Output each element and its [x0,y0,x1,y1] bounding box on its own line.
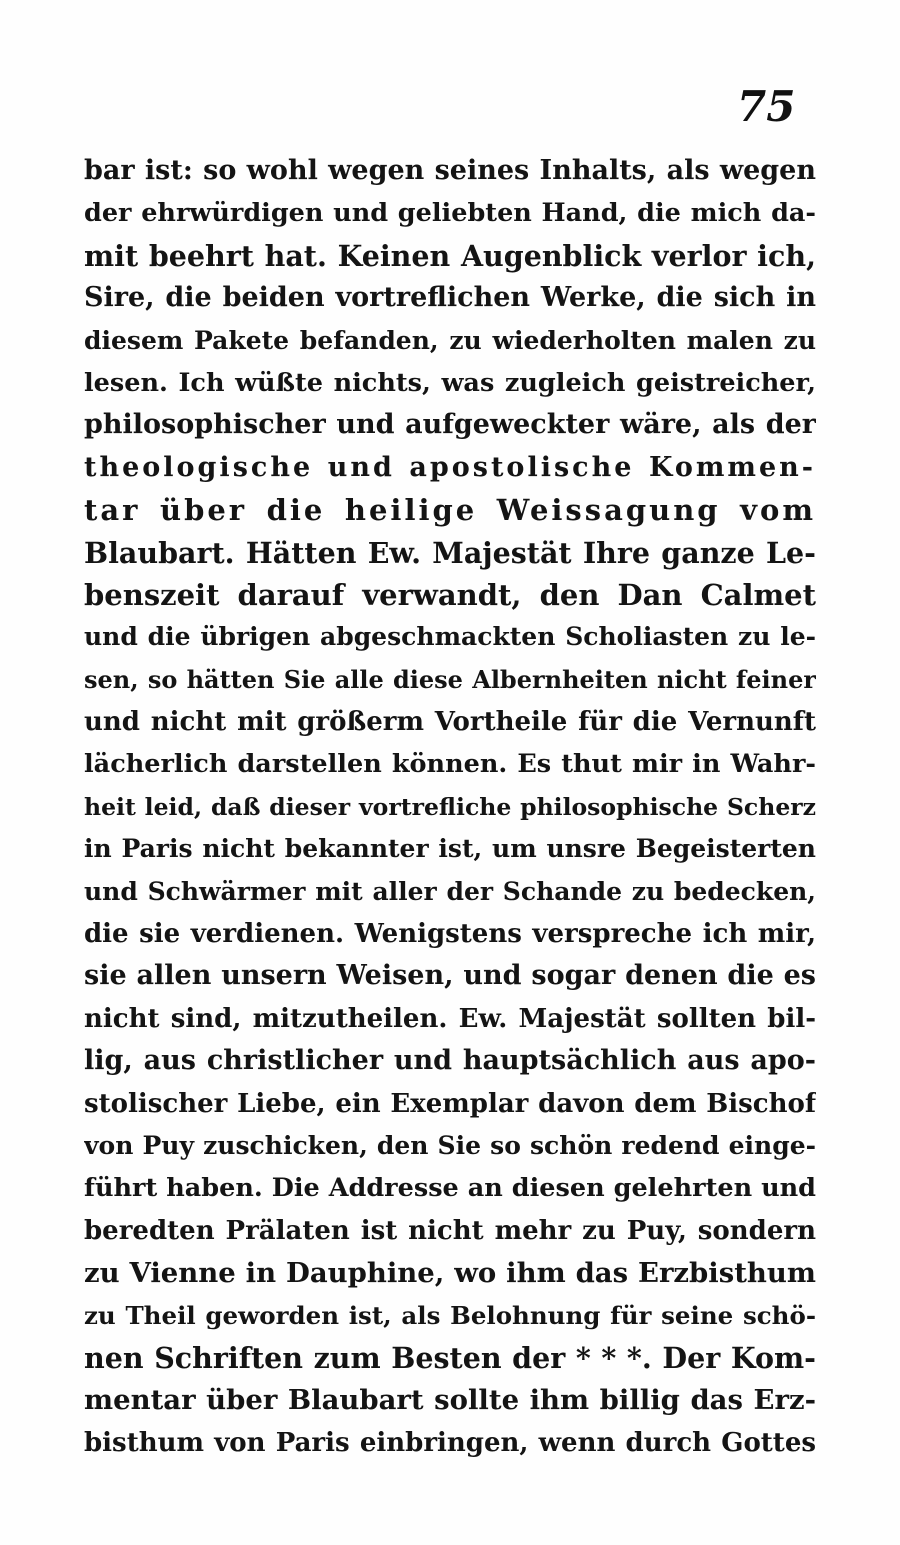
text-line: zu Theil geworden ist, als Belohnung für seine schö- [84,1300,816,1330]
text-line: philosophischer und aufgeweckter wäre, als der [84,409,816,441]
text-line: von Puy zuschicken, den Sie so schön redend einge- [84,1130,816,1160]
text-line: tar über die heilige Weissagung vom [84,493,816,528]
text-line: sen, so hätten Sie alle diese Albernheiten nicht feiner [84,664,816,694]
text-line: lächerlich darstellen können. Es thut mir in Wahr- [84,749,816,780]
page-number: 75 [737,82,796,131]
text-line: die sie verdienen. Wenigstens verspreche ich mir, [84,919,816,950]
text-line: Blaubart. Hätten Ew. Majestät Ihre ganze Le- [84,535,816,570]
text-line: nen Schriften zum Besten der * * *. Der Kom- [84,1340,816,1375]
text-line: diesem Pakete befanden, zu wiederholten malen zu [84,325,816,355]
text-line: der ehrwürdigen und geliebten Hand, die mich da- [84,198,816,229]
text-line: nicht sind, mitzutheilen. Ew. Majestät sollten bil- [84,1003,816,1034]
text-line: heit leid, daß dieser vortrefliche philosophische Scherz [84,792,816,821]
text-line: beredten Prälaten ist nicht mehr zu Puy, sondern [84,1215,816,1246]
text-line: stolischer Liebe, ein Exemplar davon dem Bischof [84,1088,816,1119]
body-text [84,150,816,1464]
text-line: in Paris nicht bekannter ist, um unsre Begeisterten [84,834,816,864]
text-line: lesen. Ich wüßte nichts, was zugleich geistreicher, [84,367,816,398]
text-line: sie allen unsern Weisen, und sogar denen die es [84,960,816,992]
text-line: und Schwärmer mit aller der Schande zu bedecken, [84,876,816,906]
text-line: theologische und apostolische Kommen- [84,451,816,483]
text-line: Sire, die beiden vortreflichen Werke, die sich in [84,282,816,314]
text-line: bar ist: so wohl wegen seines Inhalts, als wegen [84,155,816,186]
text-line: lig, aus christlicher und hauptsächlich aus apo- [84,1045,816,1077]
text-line: bisthum von Paris einbringen, wenn durch Gottes [84,1427,816,1458]
text-line: benszeit darauf verwandt, den Dan Calmet [84,577,816,612]
text-line: und nicht mit größerm Vortheile für die Vernunft [84,707,816,738]
text-line: mit beehrt hat. Keinen Augenblick verlor ich, [84,238,816,273]
text-line: mentar über Blaubart sollte ihm billig das Erz- [84,1384,816,1417]
text-line: und die übrigen abgeschmackten Scholiasten zu le- [84,622,816,652]
text-line: zu Vienne in Dauphine, wo ihm das Erzbisthum [84,1257,816,1290]
text-line: führt haben. Die Addresse an diesen gelehrten und [84,1173,816,1204]
